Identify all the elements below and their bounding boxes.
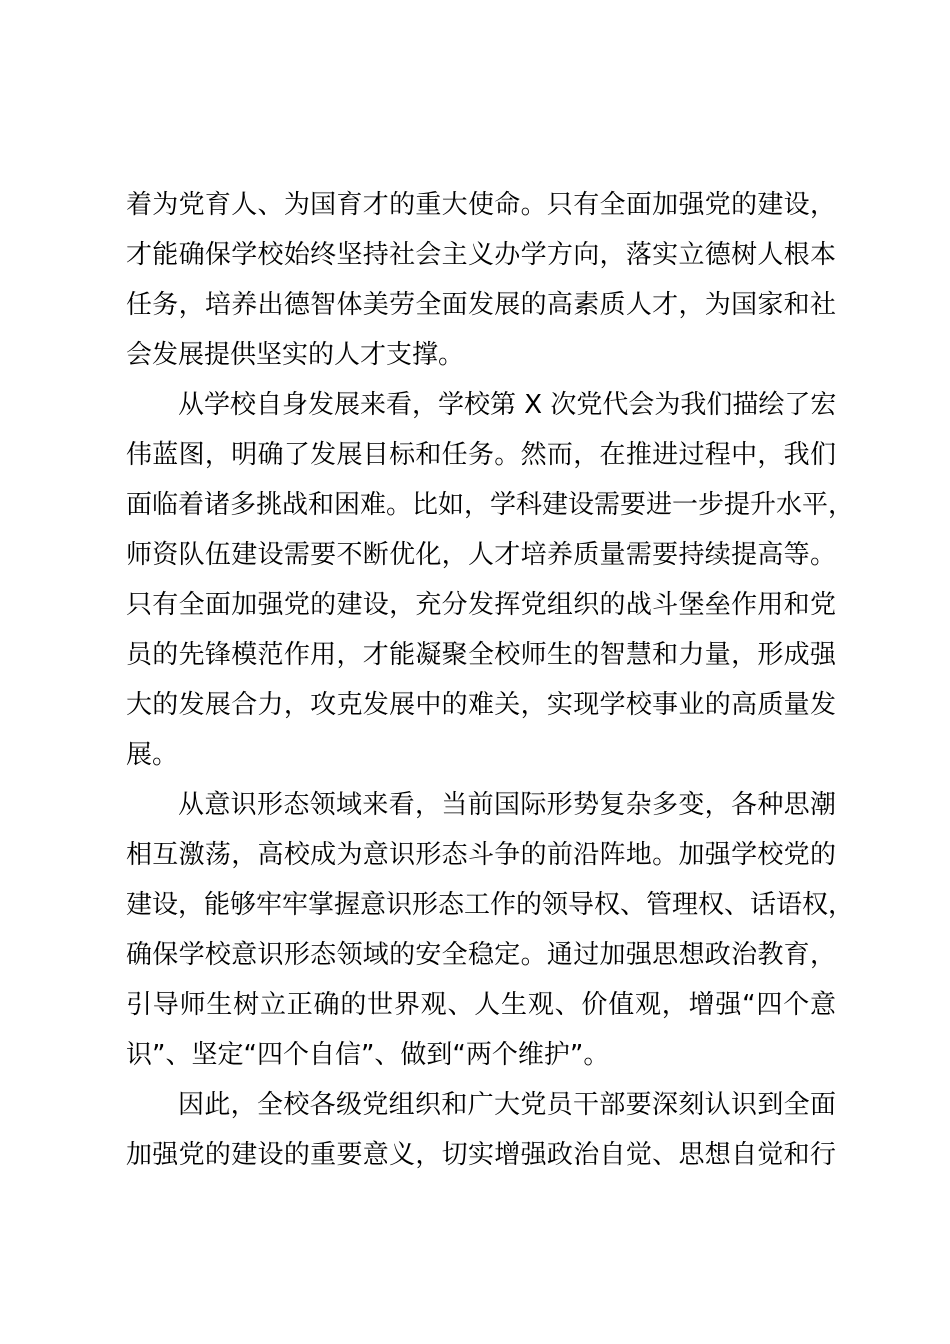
text-line: 展。 [126, 740, 179, 770]
text-line: 相互激荡，高校成为意识形态斗争的前沿阵地。加强学校党的 [126, 840, 836, 870]
text-line: 建设，能够牢牢掌握意识形态工作的领导权、管理权、话语权， [126, 890, 855, 920]
text-line: 识”、坚定“四个自信”、做到“两个维护”。 [126, 1040, 610, 1070]
text-line: 确保学校意识形态领域的安全稳定。通过加强思想政治教育， [126, 940, 836, 970]
text-line: 会发展提供坚实的人才支撑。 [126, 340, 465, 370]
paragraph-first-line: 因此，全校各级党组织和广大党员干部要深刻认识到全面 [178, 1090, 836, 1120]
text-line: 伟蓝图，明确了发展目标和任务。然而，在推进过程中，我们 [126, 440, 836, 470]
text-line: 引导师生树立正确的世界观、人生观、价值观，增强“四个意 [126, 990, 836, 1020]
text-line: 员的先锋模范作用，才能凝聚全校师生的智慧和力量，形成强 [126, 640, 836, 670]
text-line: 只有全面加强党的建设，充分发挥党组织的战斗堡垒作用和党 [126, 590, 836, 620]
text-line: 加强党的建设的重要意义，切实增强政治自觉、思想自觉和行 [126, 1140, 836, 1170]
text-line: 大的发展合力，攻克发展中的难关，实现学校事业的高质量发 [126, 690, 836, 720]
paragraph-first-line: 从意识形态领域来看，当前国际形势复杂多变，各种思潮 [178, 790, 836, 820]
text-line: 师资队伍建设需要不断优化，人才培养质量需要持续提高等。 [126, 540, 836, 570]
text-line: 才能确保学校始终坚持社会主义办学方向，落实立德树人根本 [126, 240, 836, 270]
text-line: 面临着诸多挑战和困难。比如，学科建设需要进一步提升水平， [126, 490, 855, 520]
text-line: 任务，培养出德智体美劳全面发展的高素质人才，为国家和社 [126, 290, 836, 320]
text-line: 着为党育人、为国育才的重大使命。只有全面加强党的建设， [126, 190, 836, 220]
paragraph-first-line: 从学校自身发展来看，学校第 X 次党代会为我们描绘了宏 [178, 390, 837, 420]
